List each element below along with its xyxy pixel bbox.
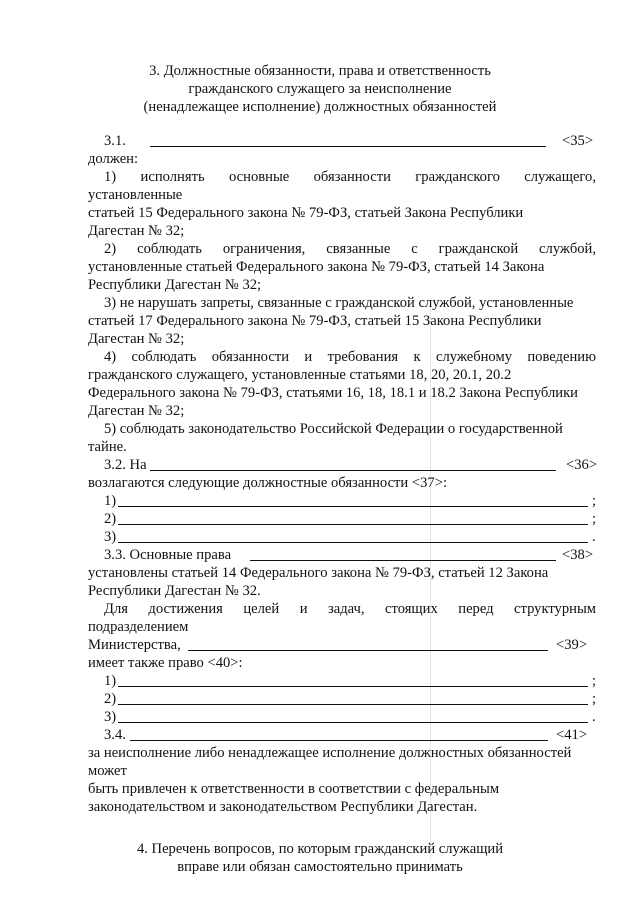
section3-title-line2: гражданского служащего за неисполнение (188, 81, 452, 97)
p32-list-item-2-line (118, 524, 588, 525)
p31-ref: <35> (562, 133, 594, 149)
p32-list-item-3-line (118, 542, 588, 543)
p33-list-item-3-number: 3) (104, 709, 117, 725)
p33-line2: установлены статьей 14 Федерального закона № 79-ФЗ, статьей 12 Закона (88, 565, 549, 581)
p32-list-item-1-end: ; (592, 493, 597, 509)
p33-list-item-2-line (118, 704, 588, 705)
p31-item5-line1: 5) соблюдать законодательство Российской Федерации о государственной (104, 421, 563, 437)
p31-item1-line2: установленные (88, 187, 183, 203)
p33-number: 3.3. Основные права (104, 547, 232, 563)
p31-cont: должен: (88, 151, 139, 167)
p33-list-item-3-end: . (592, 709, 596, 725)
p33-list-item-2-number: 2) (104, 691, 117, 707)
p31-item4-line4: Дагестан № 32; (88, 403, 185, 419)
p34-line5: законодательством и законодательством Республики Дагестан. (88, 799, 478, 815)
section4-title-line2: вправе или обязан самостоятельно принимать (177, 859, 463, 875)
section3-title-line3: (ненадлежащее исполнение) должностных обязанностей (143, 99, 497, 115)
p31-item5-line2: тайне. (88, 439, 127, 455)
p33-list-item-3-line (118, 722, 588, 723)
p34-blank-line (130, 740, 548, 741)
p32-list-item-2-end: ; (592, 511, 597, 527)
section4-title-line1: 4. Перечень вопросов, по которым гражданский служащий (136, 841, 504, 857)
p33-line4: Для достижения целей и задач, стоящих перед структурным (104, 601, 596, 617)
p32-cont: возлагаются следующие должностные обязанности <37>: (88, 475, 448, 491)
p31-number: 3.1. (104, 133, 126, 149)
p32-ref: <36> (566, 457, 598, 473)
p31-item3-line3: Дагестан № 32; (88, 331, 185, 347)
p34-line2: за неисполнение либо ненадлежащее исполнение должностных обязанностей (88, 745, 572, 761)
p31-item4-line3: Федерального закона № 79-ФЗ, статьями 16, 18, 18.1 и 18.2 Закона Республики (88, 385, 578, 401)
p31-item4-line1: 4) соблюдать обязанности и требования к служебному поведению (104, 349, 596, 365)
p31-item1-line3: статьей 15 Федерального закона № 79-ФЗ, статьей Закона Республики (88, 205, 524, 221)
section3-title-line1: 3. Должностные обязанности, права и ответственность (149, 63, 491, 79)
p33-list-item-1-end: ; (592, 673, 597, 689)
p32-list-item-3-end: . (592, 529, 596, 545)
p32-blank-line (150, 470, 556, 471)
p33-ref: <38> (562, 547, 594, 563)
p33-blank-line-2 (188, 650, 548, 651)
p33-line5: подразделением (88, 619, 189, 635)
p33-list-item-2-end: ; (592, 691, 597, 707)
p34-line4: быть привлечен к ответственности в соответствии с федеральным (88, 781, 500, 797)
p31-blank-line (150, 146, 546, 147)
p34-number: 3.4. (104, 727, 126, 743)
p33-line7: имеет также право <40>: (88, 655, 243, 671)
p31-item2-line1: 2) соблюдать ограничения, связанные с гражданской службой, (104, 241, 596, 257)
p32-list-item-2-number: 2) (104, 511, 117, 527)
p31-item2-line3: Республики Дагестан № 32; (88, 277, 262, 293)
p33-line6: Министерства, (88, 637, 181, 653)
p34-line3: может (88, 763, 127, 779)
p32-list-item-1-number: 1) (104, 493, 117, 509)
p33-ref2: <39> (556, 637, 588, 653)
p33-list-item-1-line (118, 686, 588, 687)
p34-ref: <41> (556, 727, 588, 743)
p31-item3-line1: 3) не нарушать запреты, связанные с гражданской службой, установленные (104, 295, 574, 311)
p32-list-item-3-number: 3) (104, 529, 117, 545)
p31-item4-line2: гражданского служащего, установленные статьями 18, 20, 20.1, 20.2 (88, 367, 512, 383)
p33-line3: Республики Дагестан № 32. (88, 583, 261, 599)
p31-item3-line2: статьей 17 Федерального закона № 79-ФЗ, статьей 15 Закона Республики (88, 313, 542, 329)
p32-number: 3.2. На (104, 457, 147, 473)
p31-item1-line1: 1) исполнять основные обязанности гражданского служащего, (104, 169, 596, 185)
p32-list-item-1-line (118, 506, 588, 507)
p31-item1-line4: Дагестан № 32; (88, 223, 185, 239)
p33-list-item-1-number: 1) (104, 673, 117, 689)
p31-item2-line2: установленные статьей Федерального закона № 79-ФЗ, статьей 14 Закона (88, 259, 545, 275)
p33-blank-line (250, 560, 556, 561)
